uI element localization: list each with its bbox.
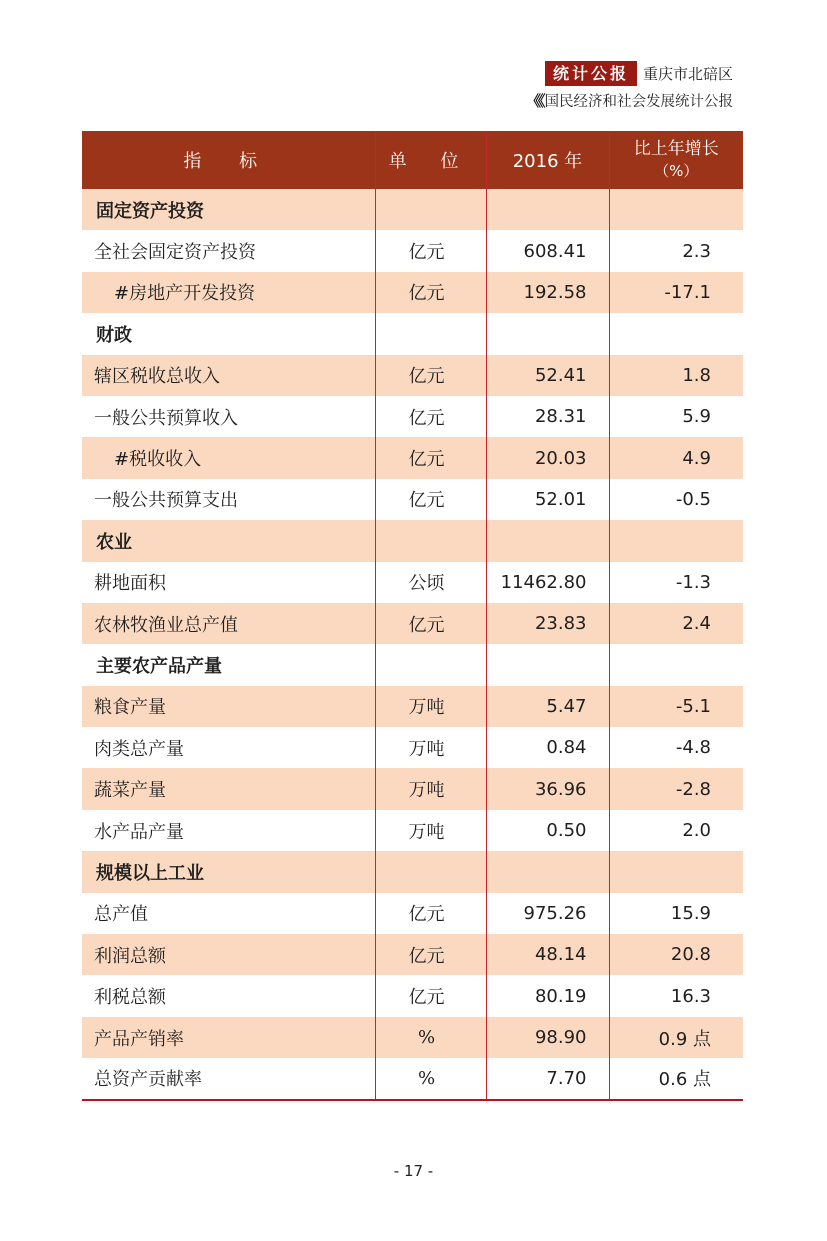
row-growth: -1.3: [609, 562, 743, 603]
row-value-2016: 0.50: [486, 810, 609, 851]
row-value-2016: [486, 189, 609, 230]
row-name: 规模以上工业: [96, 862, 204, 884]
row-name: 辖区税收总收入: [94, 366, 220, 388]
page-number: - 17 -: [393, 1162, 434, 1180]
row-unit: [375, 189, 486, 230]
row-name: 一般公共预算支出: [94, 490, 238, 512]
row-growth: -4.8: [609, 727, 743, 768]
table-row: [82, 934, 743, 975]
row-value-2016: [486, 520, 609, 561]
row-unit: [375, 644, 486, 685]
row-value-2016: 608.41: [486, 230, 609, 271]
table-row: [82, 810, 743, 851]
row-growth: 2.0: [609, 810, 743, 851]
growth-label: 比上年增长: [633, 139, 719, 159]
table-row: [82, 686, 743, 727]
row-growth: -17.1: [609, 272, 743, 313]
column-header-unit: 单 位: [375, 131, 486, 189]
row-growth: 1.8: [609, 355, 743, 396]
row-value-2016: 52.01: [486, 479, 609, 520]
table-row: [82, 851, 743, 892]
row-unit: %: [375, 1058, 486, 1099]
row-growth: 16.3: [609, 975, 743, 1016]
table-row: [82, 520, 743, 561]
table-row: [82, 355, 743, 396]
row-value-2016: 7.70: [486, 1058, 609, 1099]
row-name: 耕地面积: [94, 573, 166, 595]
row-name: 农林牧渔业总产值: [94, 614, 238, 636]
row-unit: [375, 851, 486, 892]
table-row: [82, 644, 743, 685]
table-row: [82, 313, 743, 354]
row-growth: [609, 851, 743, 892]
row-name: 农业: [96, 531, 132, 553]
row-value-2016: 5.47: [486, 686, 609, 727]
table-row: [82, 1017, 743, 1058]
row-unit: [375, 313, 486, 354]
row-name: 产品产销率: [94, 1028, 184, 1050]
growth-unit: （%）: [654, 162, 699, 180]
row-name: 肉类总产量: [94, 738, 184, 760]
row-growth: [609, 189, 743, 230]
table-row: [82, 272, 743, 313]
row-value-2016: [486, 313, 609, 354]
column-header-indicator: 指 标: [183, 151, 274, 172]
row-value-2016: 192.58: [486, 272, 609, 313]
column-header-year: 2016 年: [486, 131, 609, 189]
row-growth: 15.9: [609, 893, 743, 934]
row-value-2016: 98.90: [486, 1017, 609, 1058]
row-name: 一般公共预算收入: [94, 407, 238, 429]
row-growth: -2.8: [609, 768, 743, 809]
row-unit: 亿元: [375, 272, 486, 313]
table-row: [82, 479, 743, 520]
row-name: #税收收入: [114, 449, 202, 471]
bulletin-badge: 统计公报: [545, 61, 637, 86]
row-value-2016: [486, 644, 609, 685]
row-growth: 20.8: [609, 934, 743, 975]
table-row: [82, 562, 743, 603]
row-unit: 亿元: [375, 396, 486, 437]
statistics-table: [82, 131, 743, 1101]
row-unit: 亿元: [375, 479, 486, 520]
row-unit: 万吨: [375, 768, 486, 809]
report-header: [473, 60, 733, 111]
row-unit: [375, 520, 486, 561]
row-value-2016: 48.14: [486, 934, 609, 975]
row-growth: 4.9: [609, 437, 743, 478]
row-name: 固定资产投资: [96, 200, 204, 222]
table-row: [82, 975, 743, 1016]
row-growth: -0.5: [609, 479, 743, 520]
row-name: 主要农产品产量: [96, 655, 222, 677]
row-unit: 公顷: [375, 562, 486, 603]
row-name: 全社会固定资产投资: [94, 242, 256, 264]
row-name: 利税总额: [94, 987, 166, 1009]
row-name: 总资产贡献率: [82, 1058, 375, 1099]
row-growth: [609, 520, 743, 561]
report-subtitle: 国民经济和社会发展统计公报: [544, 94, 733, 110]
row-value-2016: 80.19: [486, 975, 609, 1016]
row-unit: 亿元: [375, 437, 486, 478]
row-unit: 万吨: [375, 727, 486, 768]
row-growth: [609, 644, 743, 685]
row-growth: 0.9 点: [609, 1017, 743, 1058]
row-value-2016: 23.83: [486, 603, 609, 644]
row-growth: [609, 313, 743, 354]
row-unit: 亿元: [375, 230, 486, 271]
row-unit: %: [375, 1017, 486, 1058]
row-name: 粮食产量: [94, 697, 166, 719]
row-unit: 万吨: [375, 810, 486, 851]
row-name: 蔬菜产量: [94, 780, 166, 802]
row-growth: 2.3: [609, 230, 743, 271]
column-header-growth: [609, 131, 743, 189]
row-name: #房地产开发投资: [114, 283, 256, 305]
row-value-2016: 20.03: [486, 437, 609, 478]
row-value-2016: 0.84: [486, 727, 609, 768]
chevron-icon: 《《: [525, 92, 543, 110]
row-growth: -5.1: [609, 686, 743, 727]
row-value-2016: [486, 851, 609, 892]
table-row: [82, 603, 743, 644]
row-name: 水产品产量: [94, 821, 184, 843]
row-value-2016: 36.96: [486, 768, 609, 809]
row-growth: 2.4: [609, 603, 743, 644]
row-unit: 万吨: [375, 686, 486, 727]
table-header-row: [82, 131, 743, 189]
row-value-2016: 975.26: [486, 893, 609, 934]
row-name: 总产值: [94, 904, 148, 926]
row-value-2016: 11462.80: [486, 562, 609, 603]
row-unit: 亿元: [375, 934, 486, 975]
row-unit: 亿元: [375, 603, 486, 644]
table-row: [82, 727, 743, 768]
row-name: 财政: [96, 324, 132, 346]
row-unit: 亿元: [375, 355, 486, 396]
table-row: [82, 189, 743, 230]
table-row: [82, 230, 743, 271]
row-unit: 亿元: [375, 893, 486, 934]
table-row: [82, 1058, 743, 1099]
table-row: [82, 437, 743, 478]
row-unit: 亿元: [375, 975, 486, 1016]
row-growth: 5.9: [609, 396, 743, 437]
table-row: [82, 768, 743, 809]
row-value-2016: 52.41: [486, 355, 609, 396]
table-body: [82, 189, 743, 1100]
row-value-2016: 28.31: [486, 396, 609, 437]
district-name: 重庆市北碚区: [642, 64, 733, 83]
row-name: 利润总额: [94, 945, 166, 967]
row-growth: 0.6 点: [609, 1058, 743, 1099]
table-row: [82, 893, 743, 934]
table-row: [82, 396, 743, 437]
